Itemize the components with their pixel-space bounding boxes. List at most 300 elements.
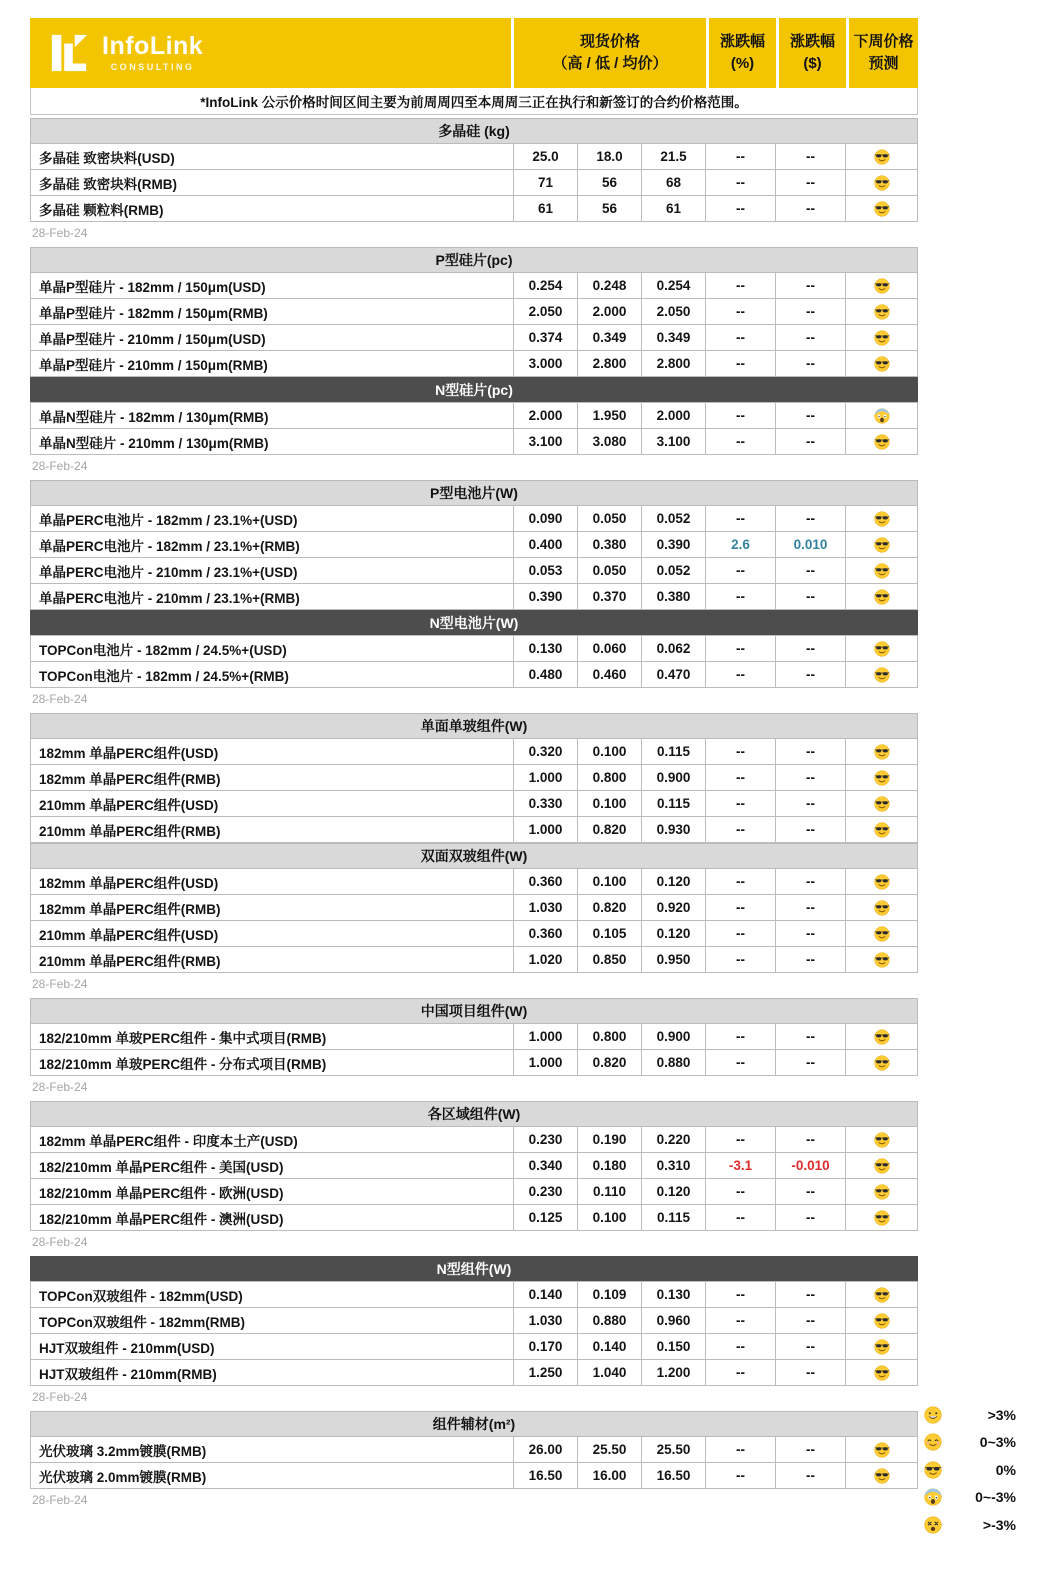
section-date: 28-Feb-24 — [32, 1080, 88, 1094]
product-label: 210mm 单晶PERC组件(RMB) — [30, 816, 514, 843]
price-avg-cell: 2.800 — [641, 350, 706, 377]
price-low-cell: 56 — [577, 169, 642, 196]
legend-label: 0~-3% — [975, 1489, 1016, 1506]
product-label: 单晶P型硅片 - 182mm / 150μm(USD) — [30, 272, 514, 299]
price-avg-cell: 0.130 — [641, 1281, 706, 1308]
scream-emoji-icon — [874, 408, 890, 424]
price-high-cell: 0.170 — [513, 1333, 578, 1360]
price-high-cell: 1.020 — [513, 946, 578, 973]
sunglasses-emoji-icon — [874, 744, 890, 760]
price-low-cell: 0.820 — [577, 894, 642, 921]
forecast-cell — [845, 1333, 918, 1360]
infolink-logo-mark-icon — [48, 32, 90, 74]
price-high-cell: 0.254 — [513, 272, 578, 299]
price-avg-cell: 0.900 — [641, 1023, 706, 1050]
sunglasses-emoji-icon — [874, 537, 890, 553]
sunglasses-emoji-icon — [874, 563, 890, 579]
sunglasses-emoji-icon — [874, 1184, 890, 1200]
product-label: 182/210mm 单玻PERC组件 - 集中式项目(RMB) — [30, 1023, 514, 1050]
product-row — [30, 764, 918, 791]
product-row — [30, 920, 918, 947]
spot-price-subtitle: （高 / 低 / 均价） — [552, 55, 668, 72]
price-high-cell: 0.230 — [513, 1126, 578, 1153]
change-pct-cell: -- — [705, 428, 776, 455]
price-avg-cell: 0.254 — [641, 272, 706, 299]
price-avg-cell: 3.100 — [641, 428, 706, 455]
product-label: 单晶P型硅片 - 210mm / 150μm(RMB) — [30, 350, 514, 377]
change-pct-cell: -- — [705, 505, 776, 532]
price-avg-cell: 0.950 — [641, 946, 706, 973]
change-pct-cell: -- — [705, 143, 776, 170]
product-row — [30, 1178, 918, 1205]
price-avg-cell: 0.120 — [641, 920, 706, 947]
price-low-cell: 18.0 — [577, 143, 642, 170]
change-usd-cell: -- — [775, 1281, 846, 1308]
forecast-cell — [845, 1152, 918, 1179]
price-avg-cell: 68 — [641, 169, 706, 196]
product-label: 光伏玻璃 3.2mm镀膜(RMB) — [30, 1436, 514, 1463]
product-row — [30, 298, 918, 325]
price-high-cell: 0.320 — [513, 738, 578, 765]
price-low-cell: 0.100 — [577, 1204, 642, 1231]
infolink-wordmark — [102, 34, 203, 72]
product-label: 光伏玻璃 2.0mm镀膜(RMB) — [30, 1462, 514, 1489]
price-avg-cell: 0.930 — [641, 816, 706, 843]
sunglasses-emoji-icon — [874, 926, 890, 942]
price-avg-cell: 0.062 — [641, 635, 706, 662]
change-usd-cell: -- — [775, 661, 846, 688]
price-avg-cell: 0.380 — [641, 583, 706, 610]
sunglasses-emoji-icon — [874, 1210, 890, 1226]
change-pct-cell: -- — [705, 272, 776, 299]
price-low-cell: 0.105 — [577, 920, 642, 947]
section-header: 中国项目组件(W) — [30, 998, 918, 1024]
product-label: 210mm 单晶PERC组件(USD) — [30, 790, 514, 817]
price-low-cell: 0.800 — [577, 1023, 642, 1050]
table-body — [30, 118, 918, 1510]
price-low-cell: 25.50 — [577, 1436, 642, 1463]
price-high-cell: 61 — [513, 195, 578, 222]
change-pct-cell: -- — [705, 894, 776, 921]
price-avg-cell: 25.50 — [641, 1436, 706, 1463]
change-pct-cell: -- — [705, 1307, 776, 1334]
blush-emoji-icon — [924, 1433, 942, 1451]
change-pct-cell: -- — [705, 1126, 776, 1153]
product-row — [30, 428, 918, 455]
scream-emoji-icon — [924, 1488, 942, 1506]
change-usd-cell: -- — [775, 1126, 846, 1153]
section-header: 双面双玻组件(W) — [30, 843, 918, 869]
product-label: 210mm 单晶PERC组件(RMB) — [30, 946, 514, 973]
price-low-cell: 0.180 — [577, 1152, 642, 1179]
change-pct-cell: -- — [705, 738, 776, 765]
product-label: TOPCon双玻组件 - 182mm(RMB) — [30, 1307, 514, 1334]
dizzy-emoji-icon — [924, 1516, 942, 1534]
forecast-cell — [845, 1462, 918, 1489]
product-label: 182mm 单晶PERC组件(RMB) — [30, 894, 514, 921]
product-row — [30, 1462, 918, 1489]
section-header: 各区域组件(W) — [30, 1101, 918, 1127]
sunglasses-emoji-icon — [874, 770, 890, 786]
legend-label: 0~3% — [979, 1434, 1016, 1451]
product-label: HJT双玻组件 - 210mm(USD) — [30, 1333, 514, 1360]
change-usd-cell: -- — [775, 894, 846, 921]
price-high-cell: 1.030 — [513, 1307, 578, 1334]
forecast-cell — [845, 920, 918, 947]
section-header: N型组件(W) — [30, 1256, 918, 1282]
change-usd-cell: -- — [775, 324, 846, 351]
sunglasses-emoji-icon — [874, 201, 890, 217]
price-high-cell: 0.480 — [513, 661, 578, 688]
change-usd-cell: -- — [775, 1307, 846, 1334]
change-usd-cell: -- — [775, 195, 846, 222]
change-pct-cell: -- — [705, 402, 776, 429]
product-row — [30, 1436, 918, 1463]
section-date: 28-Feb-24 — [32, 459, 88, 473]
price-avg-cell: 0.115 — [641, 1204, 706, 1231]
change-usd-cell: -- — [775, 583, 846, 610]
product-label: TOPCon双玻组件 - 182mm(USD) — [30, 1281, 514, 1308]
change-usd-cell: -- — [775, 557, 846, 584]
price-avg-cell: 0.470 — [641, 661, 706, 688]
product-label: 182/210mm 单玻PERC组件 - 分布式项目(RMB) — [30, 1049, 514, 1076]
column-header-spot-price — [514, 18, 706, 88]
price-high-cell: 2.000 — [513, 402, 578, 429]
price-high-cell: 0.374 — [513, 324, 578, 351]
forecast-cell — [845, 143, 918, 170]
price-low-cell: 0.349 — [577, 324, 642, 351]
sunglasses-emoji-icon — [874, 1132, 890, 1148]
product-row — [30, 946, 918, 973]
product-label: 多晶硅 颗粒料(RMB) — [30, 195, 514, 222]
price-avg-cell: 0.960 — [641, 1307, 706, 1334]
column-header-change-pct — [709, 18, 776, 88]
price-avg-cell: 0.052 — [641, 557, 706, 584]
change-usd-cell: -- — [775, 350, 846, 377]
change-pct-cell: -- — [705, 946, 776, 973]
product-row — [30, 1307, 918, 1334]
sunglasses-emoji-icon — [874, 1468, 890, 1484]
change-pct-unit: (%) — [730, 55, 755, 72]
forecast-cell — [845, 946, 918, 973]
price-high-cell: 0.360 — [513, 868, 578, 895]
price-high-cell: 0.140 — [513, 1281, 578, 1308]
product-row — [30, 790, 918, 817]
change-usd-unit: ($) — [803, 55, 822, 72]
column-header-forecast — [849, 18, 918, 88]
price-low-cell: 0.380 — [577, 531, 642, 558]
product-label: 182/210mm 单晶PERC组件 - 欧洲(USD) — [30, 1178, 514, 1205]
change-pct-cell: -- — [705, 557, 776, 584]
change-pct-cell: -- — [705, 1462, 776, 1489]
change-usd-cell: -- — [775, 1023, 846, 1050]
price-low-cell: 0.880 — [577, 1307, 642, 1334]
price-avg-cell: 0.115 — [641, 790, 706, 817]
price-high-cell: 0.390 — [513, 583, 578, 610]
product-row — [30, 1204, 918, 1231]
change-pct-cell: -- — [705, 1204, 776, 1231]
price-high-cell: 0.125 — [513, 1204, 578, 1231]
price-low-cell: 56 — [577, 195, 642, 222]
change-usd-cell: -- — [775, 635, 846, 662]
forecast-cell — [845, 350, 918, 377]
sunglasses-emoji-icon — [874, 1313, 890, 1329]
change-usd-cell: -- — [775, 505, 846, 532]
spot-price-title: 现货价格 — [579, 33, 640, 51]
grin-emoji-icon — [924, 1406, 942, 1424]
product-row — [30, 1023, 918, 1050]
product-label: 182mm 单晶PERC组件 - 印度本土产(USD) — [30, 1126, 514, 1153]
sunglasses-emoji-icon — [874, 822, 890, 838]
price-avg-cell: 61 — [641, 195, 706, 222]
change-usd-cell: -- — [775, 298, 846, 325]
product-label: 单晶P型硅片 - 210mm / 150μm(USD) — [30, 324, 514, 351]
price-sheet — [30, 18, 918, 1514]
legend-item — [924, 1429, 1016, 1457]
change-usd-cell: -- — [775, 1178, 846, 1205]
sunglasses-emoji-icon — [874, 1365, 890, 1381]
forecast-cell — [845, 816, 918, 843]
change-pct-cell: -- — [705, 1023, 776, 1050]
price-high-cell: 26.00 — [513, 1436, 578, 1463]
product-row — [30, 557, 918, 584]
section-date: 28-Feb-24 — [32, 1390, 88, 1404]
section-header: 单面单玻组件(W) — [30, 713, 918, 739]
product-label: 单晶P型硅片 - 182mm / 150μm(RMB) — [30, 298, 514, 325]
product-label: TOPCon电池片 - 182mm / 24.5%+(RMB) — [30, 661, 514, 688]
sunglasses-emoji-icon — [874, 511, 890, 527]
forecast-cell — [845, 272, 918, 299]
price-avg-cell: 21.5 — [641, 143, 706, 170]
change-pct-cell: -- — [705, 764, 776, 791]
product-row — [30, 894, 918, 921]
forecast-legend — [924, 1401, 1016, 1539]
price-high-cell: 16.50 — [513, 1462, 578, 1489]
price-period-note: *InfoLink 公示价格时间区间主要为前周周四至本周周三正在执行和新签订的合约价格范围。 — [30, 88, 918, 115]
change-pct-cell: -- — [705, 1436, 776, 1463]
product-row — [30, 402, 918, 429]
price-high-cell: 1.250 — [513, 1359, 578, 1386]
price-low-cell: 0.800 — [577, 764, 642, 791]
price-low-cell: 0.820 — [577, 816, 642, 843]
price-high-cell: 3.100 — [513, 428, 578, 455]
sunglasses-emoji-icon — [874, 589, 890, 605]
forecast-cell — [845, 428, 918, 455]
change-usd-cell: -- — [775, 169, 846, 196]
sunglasses-emoji-icon — [924, 1461, 942, 1479]
sunglasses-emoji-icon — [874, 356, 890, 372]
legend-label: >3% — [987, 1406, 1016, 1423]
price-low-cell: 2.000 — [577, 298, 642, 325]
change-usd-cell: -- — [775, 1462, 846, 1489]
section-date: 28-Feb-24 — [32, 692, 88, 706]
price-low-cell: 0.110 — [577, 1178, 642, 1205]
price-avg-cell: 0.120 — [641, 1178, 706, 1205]
change-pct-cell: -- — [705, 868, 776, 895]
price-low-cell: 2.800 — [577, 350, 642, 377]
product-label: 182mm 单晶PERC组件(USD) — [30, 738, 514, 765]
price-high-cell: 1.000 — [513, 764, 578, 791]
product-row — [30, 868, 918, 895]
change-usd-cell: -- — [775, 143, 846, 170]
table-header — [30, 18, 918, 88]
price-low-cell: 1.040 — [577, 1359, 642, 1386]
forecast-cell — [845, 583, 918, 610]
price-high-cell: 0.053 — [513, 557, 578, 584]
product-label: 单晶PERC电池片 - 182mm / 23.1%+(USD) — [30, 505, 514, 532]
change-usd-cell: -- — [775, 428, 846, 455]
sunglasses-emoji-icon — [874, 641, 890, 657]
price-avg-cell: 1.200 — [641, 1359, 706, 1386]
product-row — [30, 816, 918, 843]
price-low-cell: 0.050 — [577, 557, 642, 584]
change-usd-cell: -- — [775, 738, 846, 765]
price-avg-cell: 0.220 — [641, 1126, 706, 1153]
price-low-cell: 0.140 — [577, 1333, 642, 1360]
sunglasses-emoji-icon — [874, 278, 890, 294]
product-label: 182/210mm 单晶PERC组件 - 美国(USD) — [30, 1152, 514, 1179]
product-row — [30, 272, 918, 299]
product-label: 单晶N型硅片 - 182mm / 130μm(RMB) — [30, 402, 514, 429]
price-low-cell: 0.100 — [577, 738, 642, 765]
product-row — [30, 350, 918, 377]
price-high-cell: 71 — [513, 169, 578, 196]
price-high-cell: 0.090 — [513, 505, 578, 532]
section-date: 28-Feb-24 — [32, 1493, 88, 1507]
product-label: 多晶硅 致密块料(RMB) — [30, 169, 514, 196]
sunglasses-emoji-icon — [874, 667, 890, 683]
forecast-cell — [845, 324, 918, 351]
product-label: 单晶PERC电池片 - 210mm / 23.1%+(USD) — [30, 557, 514, 584]
price-low-cell: 0.850 — [577, 946, 642, 973]
section-header: 组件辅材(m²) — [30, 1411, 918, 1437]
sunglasses-emoji-icon — [874, 149, 890, 165]
price-high-cell: 1.000 — [513, 1049, 578, 1076]
product-label: TOPCon电池片 - 182mm / 24.5%+(USD) — [30, 635, 514, 662]
price-high-cell: 3.000 — [513, 350, 578, 377]
product-label: HJT双玻组件 - 210mm(RMB) — [30, 1359, 514, 1386]
section-header: P型硅片(pc) — [30, 247, 918, 273]
price-low-cell: 0.100 — [577, 868, 642, 895]
price-high-cell: 0.400 — [513, 531, 578, 558]
forecast-cell — [845, 790, 918, 817]
price-low-cell: 3.080 — [577, 428, 642, 455]
price-low-cell: 0.248 — [577, 272, 642, 299]
forecast-cell — [845, 1023, 918, 1050]
product-row — [30, 324, 918, 351]
change-usd-cell: -- — [775, 868, 846, 895]
sunglasses-emoji-icon — [874, 1029, 890, 1045]
product-row — [30, 169, 918, 196]
price-avg-cell: 0.920 — [641, 894, 706, 921]
product-label: 单晶PERC电池片 - 210mm / 23.1%+(RMB) — [30, 583, 514, 610]
section-date: 28-Feb-24 — [32, 1235, 88, 1249]
product-label: 多晶硅 致密块料(USD) — [30, 143, 514, 170]
forecast-cell — [845, 738, 918, 765]
product-row — [30, 738, 918, 765]
price-high-cell: 1.000 — [513, 1023, 578, 1050]
change-pct-cell: -- — [705, 169, 776, 196]
section-date: 28-Feb-24 — [32, 977, 88, 991]
change-usd-cell: -- — [775, 816, 846, 843]
price-low-cell: 0.050 — [577, 505, 642, 532]
price-low-cell: 1.950 — [577, 402, 642, 429]
section-date: 28-Feb-24 — [32, 226, 88, 240]
product-row — [30, 1152, 918, 1179]
product-row — [30, 1359, 918, 1386]
change-usd-cell: -- — [775, 1049, 846, 1076]
forecast-cell — [845, 1126, 918, 1153]
forecast-cell — [845, 557, 918, 584]
price-avg-cell: 2.050 — [641, 298, 706, 325]
price-low-cell: 0.100 — [577, 790, 642, 817]
change-usd-cell: -- — [775, 402, 846, 429]
section-header: N型电池片(W) — [30, 610, 918, 636]
change-pct-cell: -- — [705, 195, 776, 222]
price-avg-cell: 0.310 — [641, 1152, 706, 1179]
forecast-cell — [845, 1281, 918, 1308]
change-usd-cell: -- — [775, 920, 846, 947]
price-high-cell: 0.330 — [513, 790, 578, 817]
forecast-subtitle: 预测 — [868, 55, 899, 72]
column-header-change-usd — [779, 18, 846, 88]
price-high-cell: 0.130 — [513, 635, 578, 662]
product-row — [30, 143, 918, 170]
price-avg-cell: 0.349 — [641, 324, 706, 351]
price-high-cell: 1.030 — [513, 894, 578, 921]
brand-subtitle: CONSULTING — [110, 62, 195, 72]
forecast-cell — [845, 868, 918, 895]
product-row — [30, 661, 918, 688]
sunglasses-emoji-icon — [874, 952, 890, 968]
product-row — [30, 1126, 918, 1153]
product-row — [30, 1333, 918, 1360]
change-pct-cell: -- — [705, 790, 776, 817]
price-high-cell: 2.050 — [513, 298, 578, 325]
sunglasses-emoji-icon — [874, 304, 890, 320]
change-usd-cell: -- — [775, 790, 846, 817]
forecast-cell — [845, 635, 918, 662]
price-low-cell: 0.460 — [577, 661, 642, 688]
change-usd-cell: -- — [775, 1436, 846, 1463]
change-usd-cell: -- — [775, 1204, 846, 1231]
product-row — [30, 583, 918, 610]
section-header: 多晶硅 (kg) — [30, 118, 918, 144]
legend-label: 0% — [995, 1461, 1016, 1478]
forecast-cell — [845, 1307, 918, 1334]
change-pct-cell: -- — [705, 298, 776, 325]
sunglasses-emoji-icon — [874, 900, 890, 916]
forecast-cell — [845, 531, 918, 558]
product-row — [30, 1281, 918, 1308]
forecast-cell — [845, 764, 918, 791]
brand-name: InfoLink — [102, 32, 204, 60]
forecast-cell — [845, 1204, 918, 1231]
product-row — [30, 505, 918, 532]
product-row — [30, 635, 918, 662]
product-label: 182mm 单晶PERC组件(RMB) — [30, 764, 514, 791]
price-low-cell: 0.109 — [577, 1281, 642, 1308]
section-header: P型电池片(W) — [30, 480, 918, 506]
forecast-cell — [845, 402, 918, 429]
price-low-cell: 0.190 — [577, 1126, 642, 1153]
price-avg-cell: 16.50 — [641, 1462, 706, 1489]
sunglasses-emoji-icon — [874, 1055, 890, 1071]
legend-item — [924, 1456, 1016, 1484]
change-pct-cell: -- — [705, 1178, 776, 1205]
sunglasses-emoji-icon — [874, 796, 890, 812]
product-label: 单晶PERC电池片 - 182mm / 23.1%+(RMB) — [30, 531, 514, 558]
